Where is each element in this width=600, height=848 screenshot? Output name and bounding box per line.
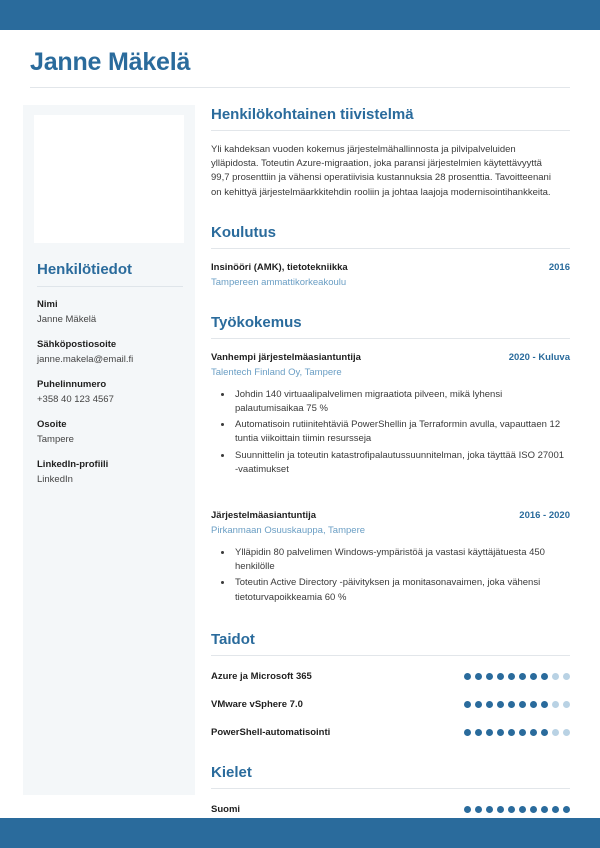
rating-dot-filled xyxy=(486,701,493,708)
rating-dot-filled xyxy=(541,806,548,813)
rating-dot-filled xyxy=(519,673,526,680)
skill-rating-dots xyxy=(464,673,570,680)
page-title: Janne Mäkelä xyxy=(30,48,191,76)
detail-item-address xyxy=(37,418,183,447)
detail-item-email xyxy=(37,338,183,367)
summary-section xyxy=(211,105,570,200)
bottom-accent-bar xyxy=(0,818,600,848)
experience-title: Työkokemus xyxy=(211,313,302,331)
rating-dot-filled xyxy=(486,729,493,736)
rating-dot-filled xyxy=(541,673,548,680)
languages-divider xyxy=(211,788,570,789)
personal-details-section xyxy=(37,260,183,498)
rating-dot-filled xyxy=(541,729,548,736)
rating-dot-empty xyxy=(563,701,570,708)
detail-item-name xyxy=(37,298,183,327)
detail-label: LinkedIn-profiili xyxy=(37,459,109,470)
detail-value[interactable]: janne.makela@email.fi xyxy=(37,354,134,365)
main-column xyxy=(211,105,570,817)
rating-dot-filled xyxy=(464,729,471,736)
education-degree: Insinööri (AMK), tietotekniikka xyxy=(211,261,348,273)
detail-value: Tampere xyxy=(37,434,74,445)
rating-dot-filled xyxy=(475,673,482,680)
experience-date: 2020 - Kuluva xyxy=(508,351,570,363)
summary-title: Henkilökohtainen tiivistelmä xyxy=(211,106,414,123)
profile-photo-placeholder xyxy=(34,115,184,243)
rating-dot-filled xyxy=(530,701,537,708)
skill-name: Azure ja Microsoft 365 xyxy=(211,670,312,682)
experience-org: Pirkanmaan Osuuskauppa, Tampere xyxy=(211,525,366,537)
detail-label: Nimi xyxy=(37,299,58,310)
education-entry-head xyxy=(211,261,570,275)
skills-section xyxy=(211,630,570,740)
rating-dot-filled xyxy=(486,806,493,813)
detail-label: Osoite xyxy=(37,419,67,430)
detail-value: Janne Mäkelä xyxy=(37,314,97,325)
spacer xyxy=(211,479,570,497)
experience-entry xyxy=(211,351,570,477)
education-title: Koulutus xyxy=(211,223,276,241)
rating-dot-filled xyxy=(464,673,471,680)
experience-entry-head xyxy=(211,351,570,365)
language-rating-dots xyxy=(464,806,570,813)
list-item: • Suunnittelin ja toteutin katastrofipalautussuunnitelman, joka täyttää ISO 27001 -vaatimukset xyxy=(233,449,565,477)
summary-divider xyxy=(211,130,570,131)
detail-value: +358 40 123 4567 xyxy=(37,394,114,405)
skill-name: PowerShell-automatisointi xyxy=(211,726,331,738)
rating-dot-filled xyxy=(497,673,504,680)
sidebar xyxy=(23,105,195,795)
experience-org: Talentech Finland Oy, Tampere xyxy=(211,366,342,378)
list-item: • Automatisoin rutiinitehtäviä PowerShellin ja Terraformin avulla, vapauttaen 12 tuntia viikoittain tiimin resursseja xyxy=(233,418,565,446)
list-item: • Toteutin Active Directory -päivityksen ja monitasonavaimen, joka vähensi tietoturvapoikkeamia 60 % xyxy=(233,576,565,604)
detail-item-linkedin xyxy=(37,458,183,487)
rating-dot-filled xyxy=(508,806,515,813)
list-item: • Johdin 140 virtuaalipalvelimen migraatiota pilveen, mikä lyhensi palautumisaikaa 75 % xyxy=(233,388,565,416)
rating-dot-filled xyxy=(530,673,537,680)
rating-dot-filled xyxy=(497,806,504,813)
rating-dot-filled xyxy=(519,701,526,708)
name-block xyxy=(30,47,570,88)
rating-dot-filled xyxy=(541,701,548,708)
languages-section xyxy=(211,763,570,817)
rating-dot-filled xyxy=(508,673,515,680)
rating-dot-filled xyxy=(530,806,537,813)
spacer xyxy=(211,290,570,313)
language-name: Suomi xyxy=(211,803,241,815)
detail-label: Puhelinnumero xyxy=(37,379,107,390)
rating-dot-filled xyxy=(552,806,559,813)
education-school: Tampereen ammattikorkeakoulu xyxy=(211,276,347,288)
rating-dot-filled xyxy=(519,729,526,736)
spacer xyxy=(211,740,570,763)
rating-dot-filled xyxy=(486,673,493,680)
rating-dot-filled xyxy=(519,806,526,813)
skill-row xyxy=(211,698,570,712)
experience-date: 2016 - 2020 xyxy=(519,510,570,522)
experience-entry-head xyxy=(211,509,570,523)
rating-dot-empty xyxy=(552,673,559,680)
skill-row xyxy=(211,670,570,684)
top-accent-bar xyxy=(0,0,600,30)
rating-dot-filled xyxy=(475,729,482,736)
experience-divider xyxy=(211,338,570,339)
rating-dot-empty xyxy=(552,729,559,736)
personal-details-divider xyxy=(37,286,183,287)
skill-rating-dots xyxy=(464,729,570,736)
rating-dot-empty xyxy=(563,673,570,680)
list-item: • Ylläpidin 80 palvelimen Windows-ympäristöä ja vastasi käyttäjätuesta 450 henkilölle xyxy=(233,546,565,574)
experience-bullet-list xyxy=(211,388,570,477)
rating-dot-empty xyxy=(552,701,559,708)
spacer xyxy=(211,200,570,223)
spacer xyxy=(211,607,570,630)
skills-title: Taidot xyxy=(211,630,255,648)
skill-row xyxy=(211,726,570,740)
rating-dot-filled xyxy=(475,806,482,813)
experience-section xyxy=(211,313,570,605)
education-divider xyxy=(211,248,570,249)
rating-dot-filled xyxy=(563,806,570,813)
skill-name: VMware vSphere 7.0 xyxy=(211,698,303,710)
rating-dot-filled xyxy=(508,729,515,736)
experience-role: Järjestelmäasiantuntija xyxy=(211,510,317,522)
education-section xyxy=(211,223,570,290)
rating-dot-filled xyxy=(464,806,471,813)
experience-entry xyxy=(211,509,570,605)
skills-divider xyxy=(211,655,570,656)
skill-rating-dots xyxy=(464,701,570,708)
personal-details-title: Henkilötiedot xyxy=(37,261,133,278)
language-row xyxy=(211,803,570,817)
rating-dot-filled xyxy=(530,729,537,736)
detail-item-phone xyxy=(37,378,183,407)
experience-bullet-list xyxy=(211,546,570,605)
rating-dot-filled xyxy=(497,729,504,736)
summary-text: Yli kahdeksan vuoden kokemus järjestelmähallinnosta ja pilvipalveluiden ylläpidosta. Toteutin Azure-migraation, joka paransi järjestelmien käytettävyyttä 99,7 prosenttiin ja vähensi operatiivisia kustannuksia 28 prosenttia. Tavoitteenani on kehittyä järjestelmäarkkitehdin rooliin ja johtaa laajoja modernisointihankkeita. xyxy=(211,144,551,198)
detail-label: Sähköpostiosoite xyxy=(37,339,117,350)
rating-dot-filled xyxy=(508,701,515,708)
rating-dot-filled xyxy=(497,701,504,708)
name-divider xyxy=(30,87,570,88)
rating-dot-filled xyxy=(475,701,482,708)
detail-value[interactable]: LinkedIn xyxy=(37,474,73,485)
rating-dot-empty xyxy=(563,729,570,736)
languages-title: Kielet xyxy=(211,763,252,781)
education-entry xyxy=(211,261,570,290)
education-date: 2016 xyxy=(548,261,570,273)
rating-dot-filled xyxy=(464,701,471,708)
experience-role: Vanhempi järjestelmäasiantuntija xyxy=(211,351,361,363)
